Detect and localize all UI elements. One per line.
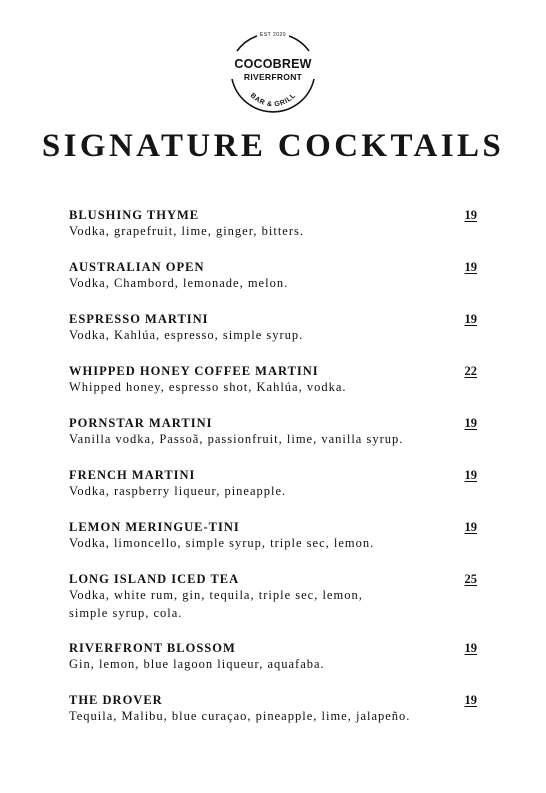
logo-subname: RIVERFRONT [243,72,303,82]
item-price: 19 [464,693,477,707]
item-description: Vodka, grapefruit, lime, ginger, bitters. [69,224,305,238]
list-item [69,519,477,571]
item-name: BLUSHING THYME [69,208,200,222]
list-item [69,207,477,259]
item-description: Tequila, Malibu, blue curaçao, pineapple, lime, jalapeño. [69,709,411,723]
item-description: Vanilla vodka, Passoã, passionfruit, lime, vanilla syrup. [69,432,404,446]
item-description: Whipped honey, espresso shot, Kahlúa, vodka. [69,380,347,394]
page-title: SIGNATURE COCKTAILS [41,128,505,164]
item-name: AUSTRALIAN OPEN [69,260,205,274]
list-item [69,311,477,363]
logo-name: COCOBREW [234,57,312,71]
item-name: PORNSTAR MARTINI [69,416,213,430]
item-name: RIVERFRONT BLOSSOM [69,641,236,655]
list-item [69,363,477,415]
item-name: WHIPPED HONEY COFFEE MARTINI [69,364,319,378]
cocktail-list [69,207,477,744]
item-price: 22 [464,364,477,378]
item-price: 25 [464,572,477,586]
list-item [69,259,477,311]
item-price: 19 [464,416,477,430]
list-item [69,415,477,467]
svg-text:BAR & GRILL [249,92,298,108]
list-item [69,467,477,519]
logo-tagline: BAR & GRILL [248,92,298,109]
item-description: Vodka, raspberry liqueur, pineapple. [69,484,287,498]
item-name: THE DROVER [69,693,163,707]
item-price: 19 [464,641,477,655]
item-description: Vodka, Kahlúa, espresso, simple syrup. [69,328,304,342]
item-name: LEMON MERINGUE-TINI [69,520,240,534]
item-name: ESPRESSO MARTINI [69,312,209,326]
item-description: Vodka, limoncello, simple syrup, triple sec, lemon. [69,536,375,550]
item-description: Gin, lemon, blue lagoon liqueur, aquafaba. [69,657,325,671]
item-name: FRENCH MARTINI [69,468,196,482]
item-price: 19 [464,468,477,482]
list-item [69,692,477,744]
item-description: Vodka, white rum, gin, tequila, triple sec, lemon, simple syrup, cola. [69,588,363,620]
list-item [69,640,477,692]
brand-logo [223,29,323,121]
list-item [69,571,477,640]
item-price: 19 [464,312,477,326]
item-price: 19 [464,520,477,534]
item-price: 19 [464,208,477,222]
item-price: 19 [464,260,477,274]
item-description: Vodka, Chambord, lemonade, melon. [69,276,289,290]
logo-est: EST 2020 [259,32,287,38]
item-name: LONG ISLAND ICED TEA [69,572,240,586]
